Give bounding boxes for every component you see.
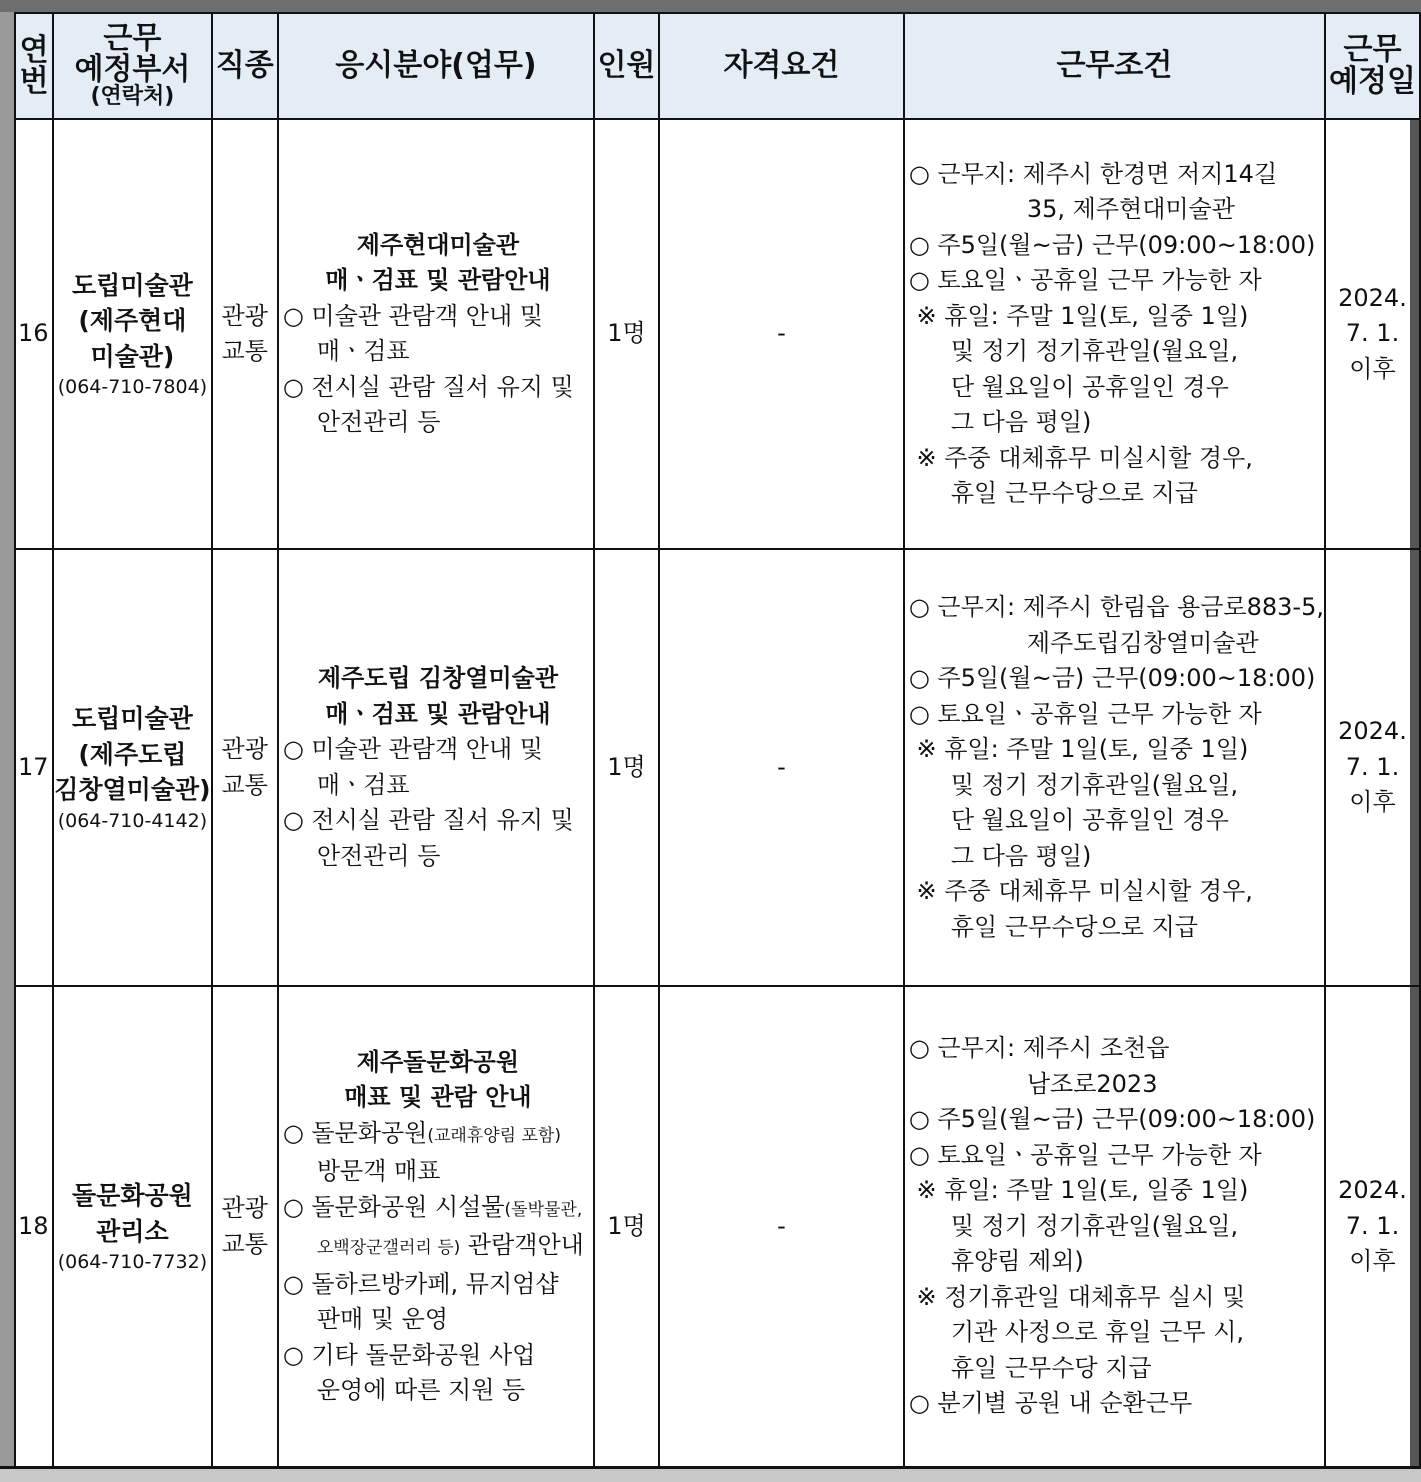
duty-line — [283, 228, 593, 264]
duty-text: 매ㆍ검표 및 관람안내 — [325, 266, 551, 294]
duty-line — [283, 405, 593, 441]
duty-cell — [278, 549, 594, 986]
duty-line — [283, 299, 593, 335]
condition-line: ○ 토요일ㆍ공휴일 근무 가능한 자 — [908, 1140, 1262, 1169]
row-number: 16 — [15, 119, 53, 549]
duty-note: (교래휴양림 포함) — [427, 1125, 561, 1146]
start-date-cell — [1325, 549, 1420, 986]
duty-line — [283, 1045, 593, 1081]
duty-text: 매ㆍ검표 — [316, 770, 410, 799]
duty-line — [283, 839, 593, 875]
duty-text: ○ 미술관 관람객 안내 및 — [282, 301, 543, 330]
dept-cell — [53, 119, 211, 549]
duty-note: (돌박물관, — [504, 1199, 583, 1220]
duty-line — [283, 661, 593, 697]
duty-text: ○ 미술관 관람객 안내 및 — [282, 735, 543, 763]
duty-text: 제주도립 김창열미술관 — [317, 664, 559, 692]
job-type-cell — [212, 549, 278, 986]
condition-line: ○ 근무지: 제주시 한경면 저지14길 — [908, 159, 1278, 188]
duty-text: 방문객 매표 — [316, 1157, 441, 1185]
duty-text: ○ 돌문화공원 — [282, 1118, 428, 1147]
duty-text: ○ 기타 돌문화공원 사업 — [282, 1340, 536, 1369]
recruitment-table — [14, 12, 1421, 1468]
header-no: 연번 — [15, 13, 53, 119]
qualification: - — [659, 119, 904, 549]
start-date-line: 2024. — [1338, 717, 1407, 746]
condition-line: 35, 제주현대미술관 — [1026, 195, 1235, 223]
duty-line — [283, 1080, 593, 1116]
condition-line: ○ 토요일ㆍ공휴일 근무 가능한 자 — [908, 266, 1262, 294]
header-cond: 근무조건 — [904, 13, 1325, 119]
condition-line: 휴일 근무수당 지급 — [950, 1353, 1152, 1382]
duty-line — [283, 1116, 593, 1155]
condition-line: 휴일 근무수당으로 지급 — [950, 479, 1198, 507]
duty-line — [283, 1338, 593, 1374]
start-date-line: 2024. — [1338, 1176, 1407, 1205]
condition-line: ○ 근무지: 제주시 조천읍 — [908, 1034, 1170, 1063]
condition-line: ※ 주중 대체휴무 미실시할 경우, — [908, 443, 1253, 472]
condition-line: 단 월요일이 공휴일인 경우 — [950, 806, 1229, 834]
job-type-cell — [212, 119, 278, 549]
job-type-line: 관광 — [221, 301, 268, 330]
conditions-cell — [904, 549, 1325, 986]
row-number: 18 — [15, 986, 53, 1467]
dept-name-line: 돌문화공원 — [72, 1181, 193, 1210]
left-margin-strip — [0, 12, 14, 1479]
duty-line — [283, 1190, 593, 1229]
header-qual: 자격요건 — [659, 13, 904, 119]
condition-line: ○ 주5일(월~금) 근무(09:00~18:00) — [908, 1105, 1316, 1134]
start-date-line: 이후 — [1349, 788, 1396, 817]
table-row — [15, 119, 1420, 549]
duty-text: 매ㆍ검표 및 관람안내 — [325, 699, 551, 728]
duty-line — [283, 334, 593, 370]
duty-text: ○ 돌문화공원 시설물 — [282, 1192, 505, 1221]
dept-name-line: 관리소 — [96, 1216, 169, 1246]
job-type-line: 교통 — [221, 770, 268, 799]
duty-text-after: 관람객안내 — [460, 1231, 584, 1259]
dept-name-line: 김창열미술관) — [54, 775, 211, 805]
start-date-line: 2024. — [1338, 283, 1407, 312]
condition-line: ※ 휴일: 주말 1일(토, 일중 1일) — [908, 301, 1249, 330]
duty-line — [283, 370, 593, 406]
dept-name-line: (제주도립 — [78, 739, 187, 769]
condition-line: 및 정기 정기휴관일(월요일, — [950, 1211, 1239, 1240]
header-duty: 응시분야(업무) — [278, 13, 594, 119]
dept-phone: (064-710-7804) — [57, 376, 208, 399]
headcount: 1명 — [594, 986, 659, 1467]
table-row — [15, 986, 1420, 1467]
headcount: 1명 — [594, 549, 659, 986]
condition-line: ※ 정기휴관일 대체휴무 실시 및 — [908, 1282, 1246, 1311]
duty-text: 안전관리 등 — [316, 408, 441, 436]
condition-line: 및 정기 정기휴관일(월요일, — [950, 770, 1239, 799]
duty-text: 제주현대미술관 — [356, 230, 520, 259]
header-row — [15, 13, 1420, 119]
condition-line: ○ 토요일ㆍ공휴일 근무 가능한 자 — [908, 699, 1262, 728]
condition-line: ※ 휴일: 주말 1일(토, 일중 1일) — [908, 1176, 1249, 1205]
condition-line: 남조로2023 — [1026, 1069, 1158, 1098]
condition-line: ○ 근무지: 제주시 한림읍 용금로883-5, — [908, 593, 1324, 621]
condition-line: 기관 사정으로 휴일 근무 시, — [950, 1318, 1245, 1347]
dept-cell — [53, 549, 211, 986]
conditions-cell — [904, 986, 1325, 1467]
header-date: 근무 예정일 — [1325, 13, 1420, 119]
header-job: 직종 — [212, 13, 278, 119]
dept-name-line: 도립미술관 — [72, 270, 193, 300]
duty-text: ○ 전시실 관람 질서 유지 및 — [282, 806, 574, 834]
condition-line: 휴일 근무수당으로 지급 — [950, 912, 1198, 941]
header-contact-label: (연락처) — [90, 84, 175, 109]
table-row — [15, 549, 1420, 986]
job-type-line: 관광 — [221, 735, 268, 763]
dept-phone: (064-710-4142) — [57, 809, 208, 832]
duty-text: 안전관리 등 — [316, 841, 441, 870]
headcount: 1명 — [594, 119, 659, 549]
duty-text: ○ 전시실 관람 질서 유지 및 — [282, 372, 574, 401]
duty-text: 판매 및 운영 — [316, 1305, 449, 1333]
start-date-line: 이후 — [1349, 354, 1396, 383]
condition-line: 휴양림 제외) — [950, 1247, 1084, 1276]
qualification: - — [659, 986, 904, 1467]
condition-line: 및 정기 정기휴관일(월요일, — [950, 337, 1239, 365]
conditions-cell — [904, 119, 1325, 549]
condition-line: ○ 주5일(월~금) 근무(09:00~18:00) — [908, 230, 1316, 259]
header-count: 인원 — [594, 13, 659, 119]
job-type-line: 관광 — [221, 1194, 268, 1222]
duty-line — [283, 1302, 593, 1338]
qualification: - — [659, 549, 904, 986]
condition-line: 제주도립김창열미술관 — [1026, 628, 1259, 657]
row-number: 17 — [15, 549, 53, 986]
condition-line: ○ 분기별 공원 내 순환근무 — [908, 1389, 1193, 1418]
start-date-cell — [1325, 119, 1420, 549]
dept-name-line: 미술관) — [90, 341, 175, 371]
condition-line: ※ 주중 대체휴무 미실시할 경우, — [908, 877, 1253, 905]
start-date-cell — [1325, 986, 1420, 1467]
header-dept-label: 근무 예정부서 — [74, 21, 191, 87]
duty-text: ○ 돌하르방카페, 뮤지엄샵 — [282, 1269, 559, 1298]
duty-text: 운영에 따른 지원 등 — [316, 1376, 526, 1404]
job-type-line: 교통 — [221, 337, 268, 365]
duty-line — [283, 1228, 593, 1267]
duty-line — [283, 768, 593, 804]
duty-text: 제주돌문화공원 — [356, 1047, 520, 1076]
start-date-line: 이후 — [1349, 1247, 1396, 1276]
dept-name-line: 도립미술관 — [72, 704, 193, 734]
dept-name-line: (제주현대 — [78, 306, 187, 336]
dept-cell — [53, 986, 211, 1467]
condition-line: ○ 주5일(월~금) 근무(09:00~18:00) — [908, 664, 1316, 692]
condition-line: 단 월요일이 공휴일인 경우 — [950, 372, 1229, 401]
duty-text: 매ㆍ검표 — [316, 337, 410, 365]
duty-line — [283, 803, 593, 839]
start-date-line: 7. 1. — [1345, 752, 1400, 781]
start-date-line: 7. 1. — [1345, 1211, 1400, 1240]
header-dept — [53, 13, 211, 119]
dept-phone: (064-710-7732) — [57, 1251, 208, 1273]
duty-text: 매표 및 관람 안내 — [344, 1083, 532, 1111]
duty-line — [283, 732, 593, 768]
duty-line — [283, 1267, 593, 1303]
duty-cell — [278, 986, 594, 1467]
condition-line: 그 다음 평일) — [950, 841, 1092, 870]
start-date-line: 7. 1. — [1345, 319, 1400, 348]
duty-line — [283, 1154, 593, 1190]
job-type-cell — [212, 986, 278, 1467]
duty-cell — [278, 119, 594, 549]
duty-line — [283, 697, 593, 733]
condition-line: ※ 휴일: 주말 1일(토, 일중 1일) — [908, 735, 1249, 763]
duty-line — [283, 1373, 593, 1409]
job-type-line: 교통 — [221, 1229, 268, 1258]
condition-line: 그 다음 평일) — [950, 408, 1092, 436]
duty-line — [283, 263, 593, 299]
duty-note: 오백장군갤러리 등) — [316, 1238, 461, 1258]
bottom-margin-strip — [0, 1466, 1421, 1482]
